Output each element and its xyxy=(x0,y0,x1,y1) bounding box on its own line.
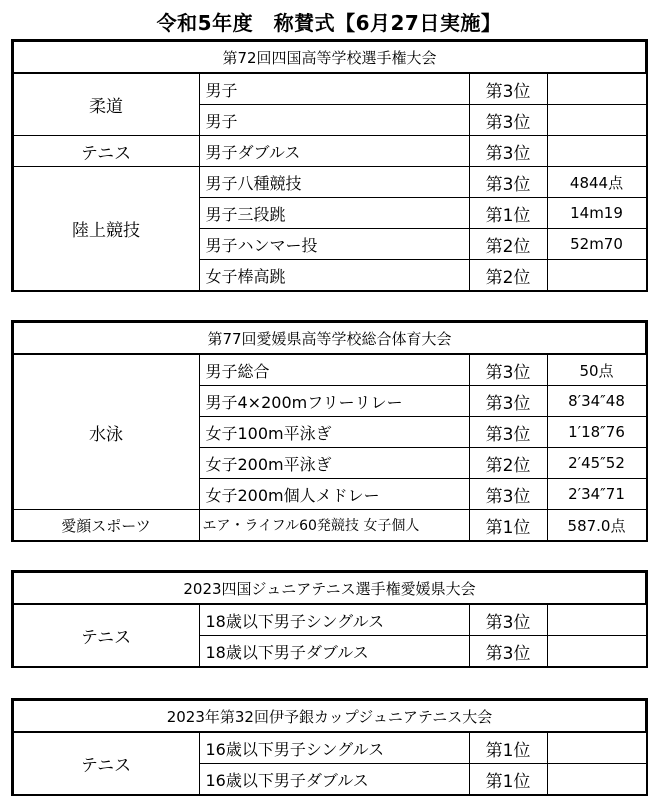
table-heading: 第77回愛媛県高等学校総合体育大会 xyxy=(13,322,646,354)
award-table-shikoku xyxy=(12,40,647,291)
table-heading: 2023年第32回伊予銀カップジュニアテニス大会 xyxy=(13,700,646,732)
place-cell: 第2位 xyxy=(469,448,547,479)
record-cell: 4844点 xyxy=(547,167,646,198)
record-cell: 2′34″71 xyxy=(547,479,646,510)
place-cell: 第1位 xyxy=(469,764,547,795)
record-cell xyxy=(547,764,646,795)
record-cell: 1′18″76 xyxy=(547,417,646,448)
record-cell: 52m70 xyxy=(547,229,646,260)
sport-cell: テニス xyxy=(13,604,199,667)
sport-cell: 水泳 xyxy=(13,354,199,510)
record-cell xyxy=(547,636,646,667)
table-row xyxy=(13,510,646,541)
record-cell: 14m19 xyxy=(547,198,646,229)
place-cell: 第3位 xyxy=(469,417,547,448)
table-heading-row xyxy=(13,41,646,73)
place-cell: 第3位 xyxy=(469,73,547,105)
event-cell: 16歳以下男子シングルス xyxy=(199,732,469,764)
table-row xyxy=(13,73,646,105)
place-cell: 第3位 xyxy=(469,604,547,636)
place-cell: 第3位 xyxy=(469,636,547,667)
table-row xyxy=(13,354,646,386)
place-cell: 第3位 xyxy=(469,479,547,510)
event-cell: 男子ダブルス xyxy=(199,136,469,167)
record-cell xyxy=(547,260,646,291)
event-cell: 16歳以下男子ダブルス xyxy=(199,764,469,795)
sport-cell: 愛顔スポーツ xyxy=(13,510,199,541)
record-cell xyxy=(547,73,646,105)
sport-cell: 柔道 xyxy=(13,73,199,136)
record-cell xyxy=(547,732,646,764)
record-cell xyxy=(547,136,646,167)
event-cell: 男子 xyxy=(199,105,469,136)
record-cell: 2′45″52 xyxy=(547,448,646,479)
award-table-ehime xyxy=(12,321,647,541)
record-cell: 50点 xyxy=(547,354,646,386)
event-cell: 男子八種競技 xyxy=(199,167,469,198)
record-cell xyxy=(547,604,646,636)
place-cell: 第1位 xyxy=(469,732,547,764)
place-cell: 第2位 xyxy=(469,229,547,260)
table-row xyxy=(13,732,646,764)
table-row xyxy=(13,136,646,167)
sport-cell: 陸上競技 xyxy=(13,167,199,291)
event-cell: 女子200m個人メドレー xyxy=(199,479,469,510)
award-table-junior-tennis xyxy=(12,571,647,667)
record-cell: 8′34″48 xyxy=(547,386,646,417)
event-cell: 女子棒高跳 xyxy=(199,260,469,291)
table-row xyxy=(13,167,646,198)
event-cell: 男子三段跳 xyxy=(199,198,469,229)
place-cell: 第3位 xyxy=(469,167,547,198)
event-cell: 男子総合 xyxy=(199,354,469,386)
event-cell: 18歳以下男子シングルス xyxy=(199,604,469,636)
place-cell: 第2位 xyxy=(469,260,547,291)
place-cell: 第3位 xyxy=(469,105,547,136)
event-cell: エア・ライフル60発競技 女子個人 xyxy=(199,510,469,541)
place-cell: 第3位 xyxy=(469,386,547,417)
place-cell: 第1位 xyxy=(469,198,547,229)
sport-cell: テニス xyxy=(13,136,199,167)
table-heading-row xyxy=(13,700,646,732)
event-cell: 18歳以下男子ダブルス xyxy=(199,636,469,667)
sport-cell: テニス xyxy=(13,732,199,795)
event-cell: 男子4×200mフリーリレー xyxy=(199,386,469,417)
event-cell: 男子 xyxy=(199,73,469,105)
event-cell: 女子200m平泳ぎ xyxy=(199,448,469,479)
table-heading: 2023四国ジュニアテニス選手権愛媛県大会 xyxy=(13,572,646,604)
table-row xyxy=(13,604,646,636)
event-cell: 男子ハンマー投 xyxy=(199,229,469,260)
table-heading-row xyxy=(13,322,646,354)
table-heading-row xyxy=(13,572,646,604)
page-title: 令和5年度 称賛式【6月27日実施】 xyxy=(156,11,502,35)
event-cell: 女子100m平泳ぎ xyxy=(199,417,469,448)
place-cell: 第3位 xyxy=(469,136,547,167)
table-heading: 第72回四国高等学校選手権大会 xyxy=(13,41,646,73)
record-cell xyxy=(547,105,646,136)
award-table-iyogin-cup xyxy=(12,699,647,795)
record-cell: 587.0点 xyxy=(547,510,646,541)
place-cell: 第3位 xyxy=(469,354,547,386)
place-cell: 第1位 xyxy=(469,510,547,541)
